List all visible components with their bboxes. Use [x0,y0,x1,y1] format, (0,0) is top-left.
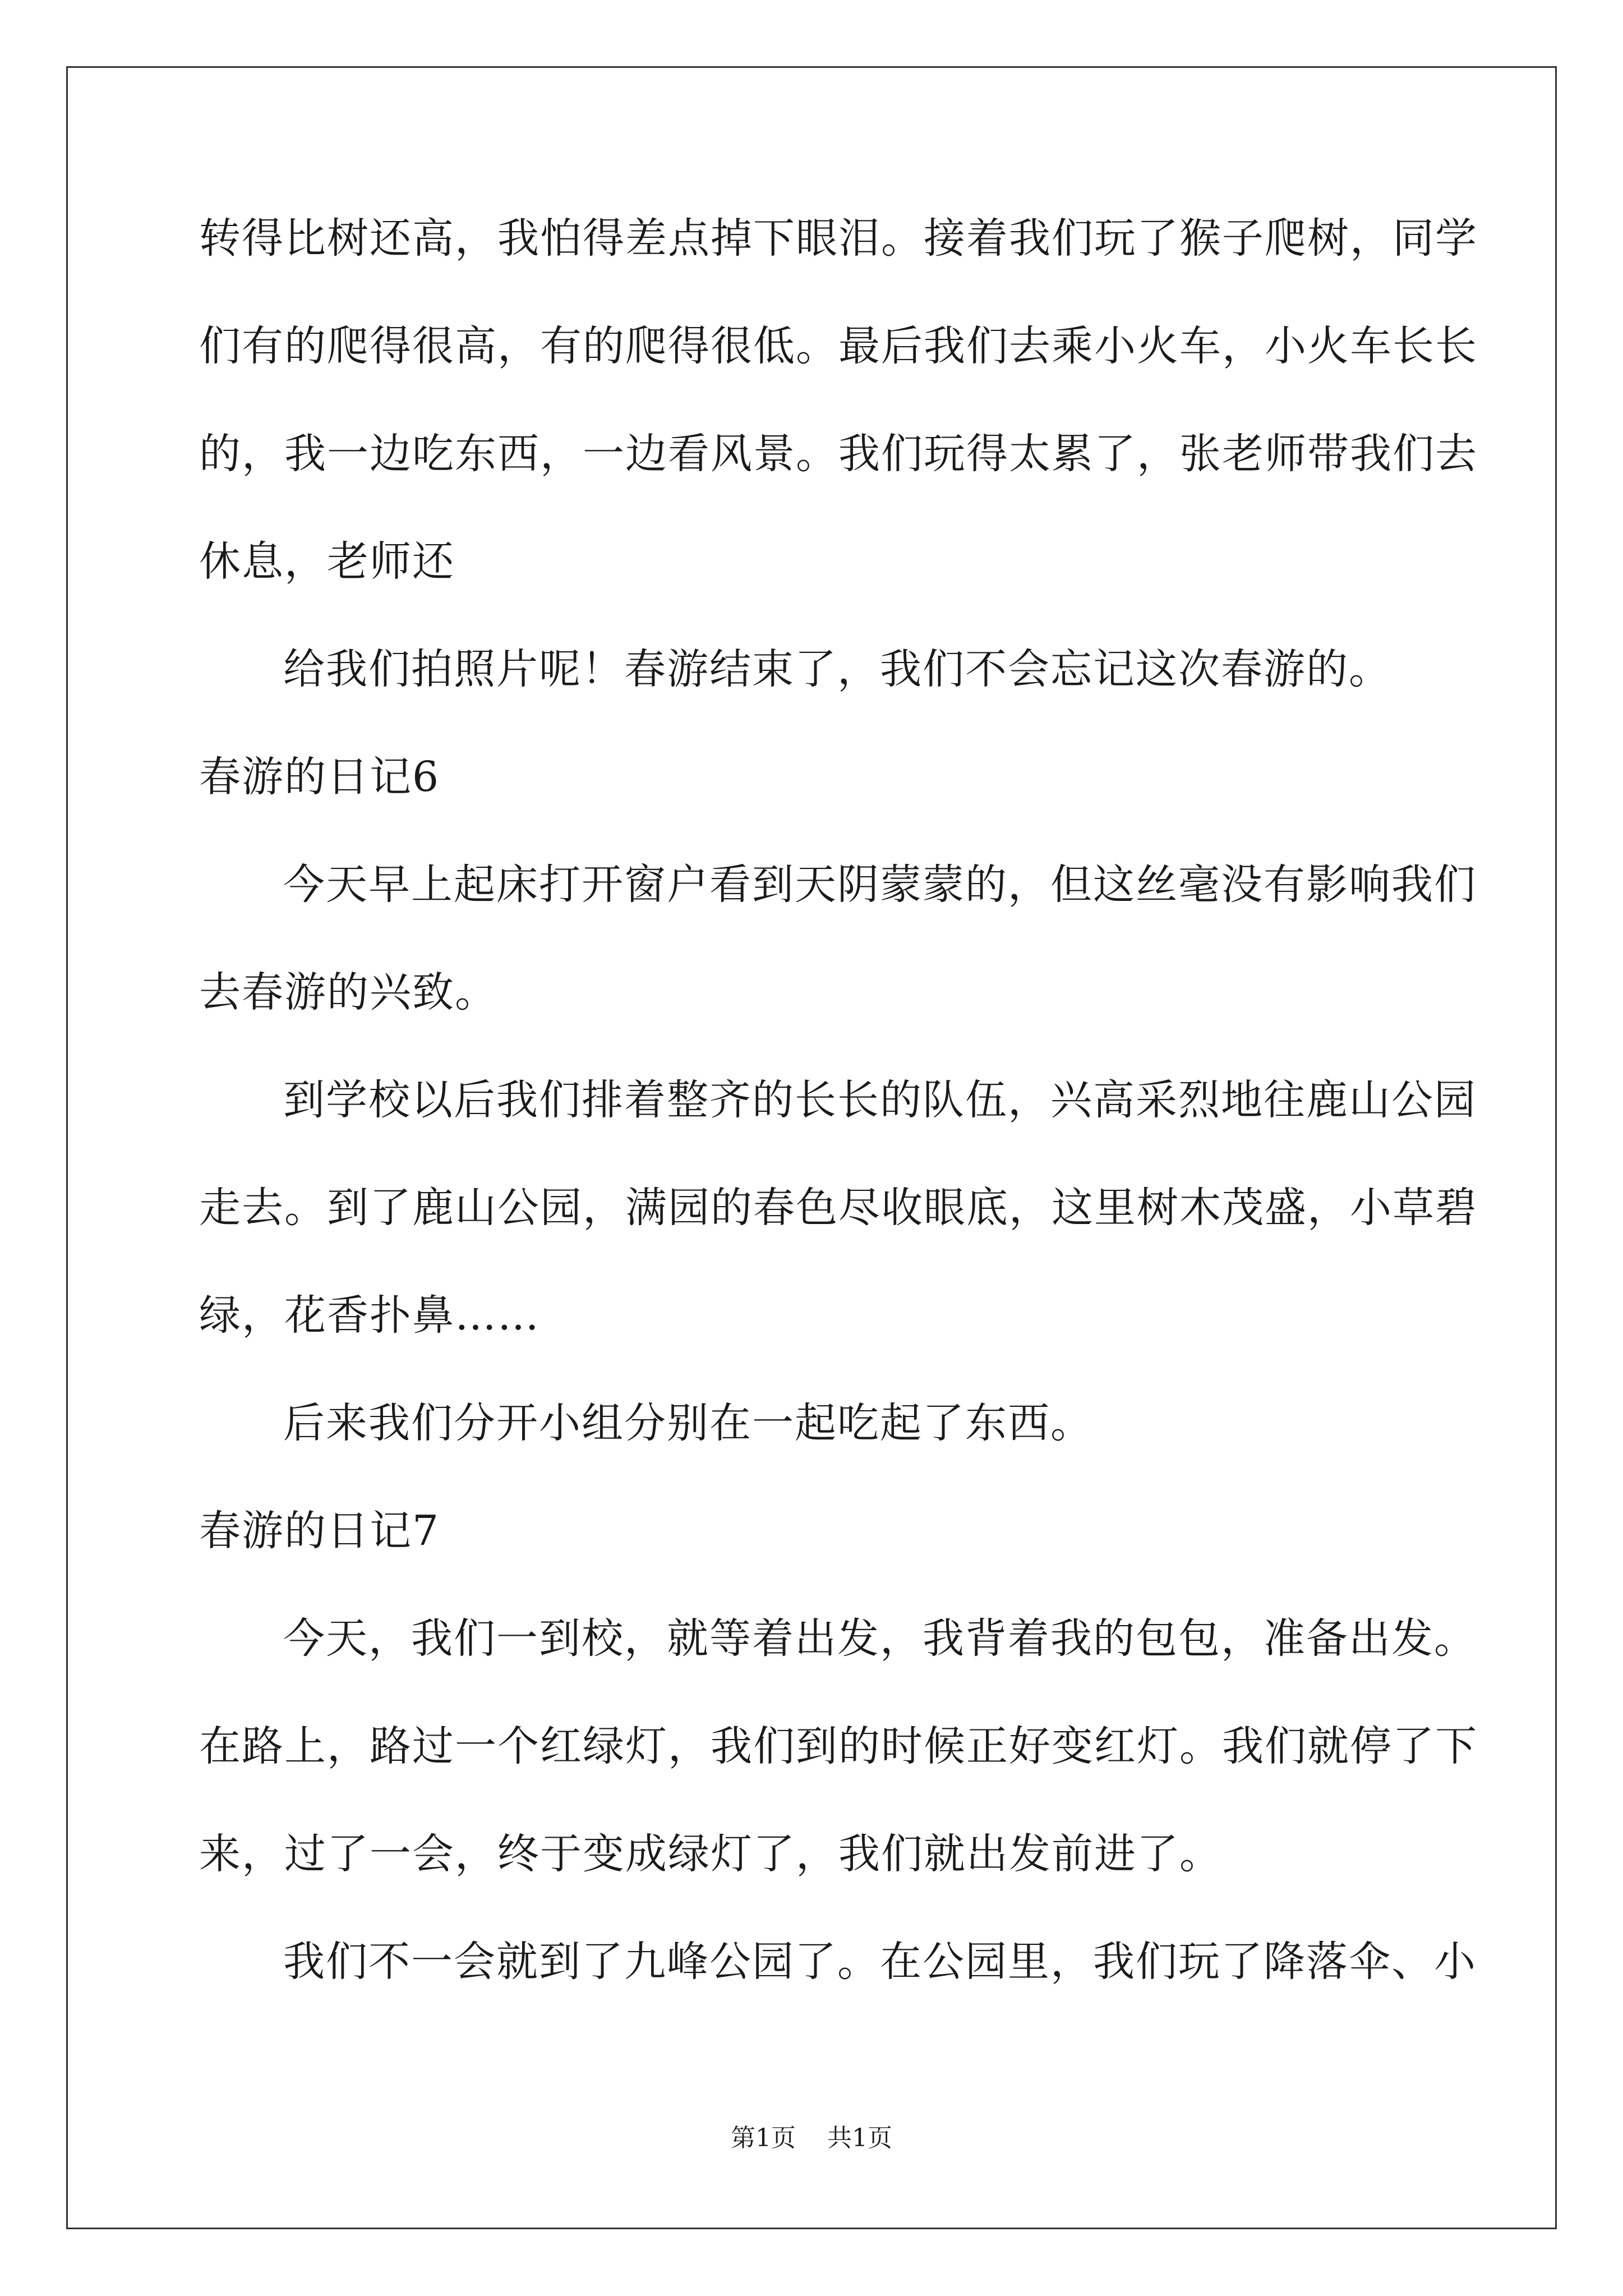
text-line: 今天，我们一到校，就等着出发，我背着我的包包，准备出发。 [283,1614,1477,1663]
text-line: 的，我一边吃东西，一边看风景。我们玩得太累了，张老师带我们去 [199,430,1478,478]
text-line: 走去。到了鹿山公园，满园的春色尽收眼底，这里树木茂盛，小草碧 [199,1184,1478,1232]
text-line: 到学校以后我们排着整齐的长长的队伍，兴高采烈地往鹿山公园 [283,1076,1477,1124]
section-heading: 春游的日记6 [199,753,440,801]
text-line: 去春游的兴致。 [199,968,497,1016]
text-line: 们有的爬得很高，有的爬得很低。最后我们去乘小火车，小火车长长 [199,322,1478,370]
text-line: 来，过了一会，终于变成绿灯了，我们就出发前进了。 [199,1830,1222,1878]
page-total: 共1页 [827,2124,892,2152]
page-footer [0,2126,1623,2151]
text-line: 在路上，路过一个红绿灯，我们到的时候正好变红灯。我们就停了下 [199,1722,1478,1770]
text-line: 我们不一会就到了九峰公园了。在公园里，我们玩了降落伞、小 [283,1938,1477,1986]
text-line: 今天早上起床打开窗户看到天阴蒙蒙的，但这丝毫没有影响我们 [283,861,1477,909]
text-line: 给我们拍照片呢！春游结束了，我们不会忘记这次春游的。 [283,645,1391,693]
text-line: 转得比树还高，我怕得差点掉下眼泪。接着我们玩了猴子爬树，同学 [199,214,1478,263]
text-line: 绿，花香扑鼻…… [199,1291,540,1340]
page-number: 第1页 [731,2124,796,2152]
text-line: 休息，老师还 [199,537,455,586]
section-heading: 春游的日记7 [199,1507,440,1555]
text-line: 后来我们分开小组分别在一起吃起了东西。 [283,1399,1093,1447]
page-border [66,66,1557,2229]
